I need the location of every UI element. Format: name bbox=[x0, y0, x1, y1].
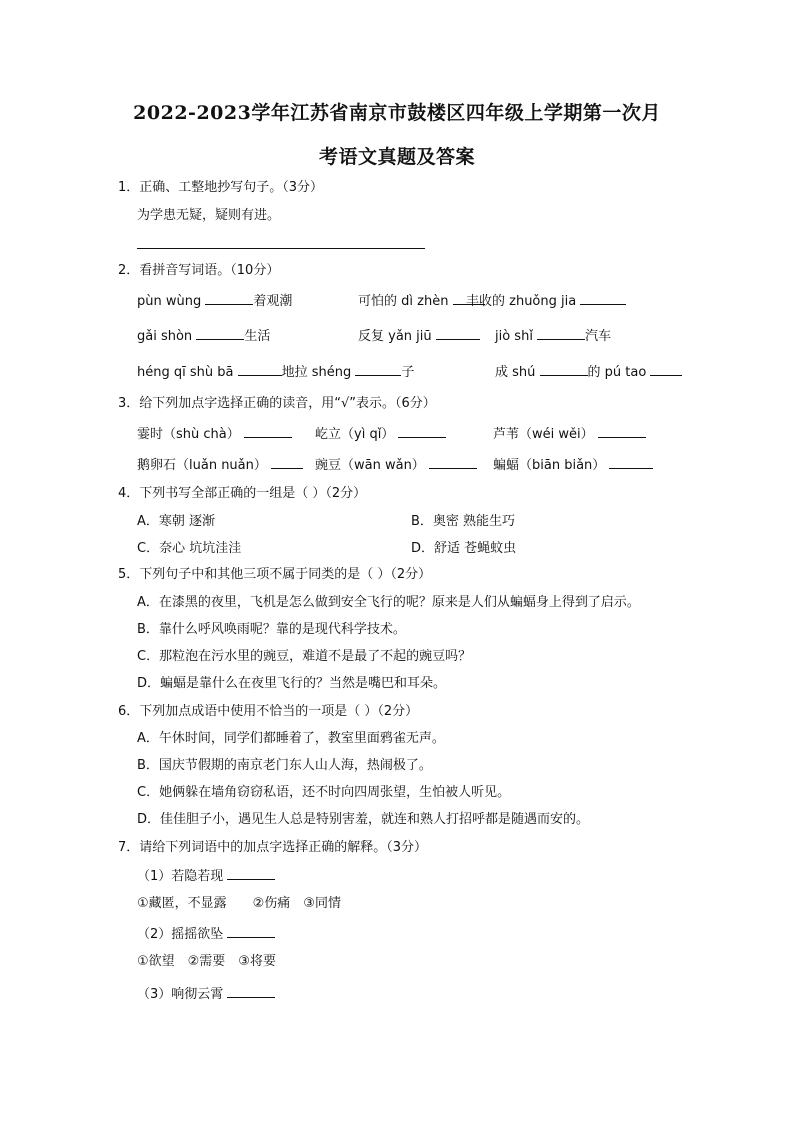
q7-options-1: ①藏匿，不显露 ②伤痛 ③同情 bbox=[137, 896, 341, 911]
q2-answer-blank[interactable] bbox=[355, 363, 401, 376]
q3-answer-blank[interactable] bbox=[609, 456, 653, 469]
q2-word: 生活 bbox=[244, 329, 271, 344]
q6-option-a[interactable]: A．午休时间，同学们都睡着了，教室里面鸦雀无声。 bbox=[137, 731, 445, 746]
q2-word: 子 bbox=[401, 365, 415, 380]
q7-answer-blank[interactable] bbox=[227, 867, 275, 880]
q2-pinyin: 反复 yǎn jiū bbox=[358, 329, 432, 344]
q2-item-4 bbox=[137, 327, 270, 345]
q4-stem: 4．下列书写全部正确的一组是（ ）（2分） bbox=[118, 486, 367, 501]
q1-stem: 1．正确、工整地抄写句子。（3分） bbox=[118, 180, 324, 195]
q2-pinyin: jiò shǐ bbox=[495, 329, 533, 344]
q2-item-5 bbox=[358, 327, 480, 345]
q4-option-d[interactable]: D．舒适 苍蝇蚊虫 bbox=[411, 541, 517, 556]
q2-word: 着观潮 bbox=[253, 294, 293, 309]
q3-item: 屹立（yì qǐ） bbox=[315, 425, 446, 443]
q7-sub-1: （1）若隐若现 bbox=[137, 867, 275, 885]
q2-item-3 bbox=[466, 292, 626, 310]
q3-answer-blank[interactable] bbox=[429, 456, 477, 469]
q3-item: 芦苇（wéi wěi） bbox=[493, 425, 646, 443]
q3-answer-blank[interactable] bbox=[598, 425, 646, 438]
q3-answer-blank[interactable] bbox=[398, 425, 446, 438]
q5-option-b[interactable]: B．靠什么呼风唤雨呢？靠的是现代科学技术。 bbox=[137, 622, 406, 637]
q2-answer-blank[interactable] bbox=[196, 327, 244, 340]
q7-options-2: ①欲望 ②需要 ③将要 bbox=[137, 954, 276, 969]
q6-option-b[interactable]: B．国庆节假期的南京老门东人山人海，热闹极了。 bbox=[137, 758, 432, 773]
q3-item: 鹅卵石（luǎn nuǎn） bbox=[137, 456, 303, 474]
q6-stem: 6．下列加点成语中使用不恰当的一项是（ ）（2分） bbox=[118, 704, 419, 719]
q2-answer-blank[interactable] bbox=[537, 327, 585, 340]
q2-pinyin: 丰收的 zhuǒng jia bbox=[466, 294, 577, 309]
q5-stem: 5．下列句子中和其他三项不属于同类的是（ ）（2分） bbox=[118, 567, 432, 582]
q5-option-c[interactable]: C．那粒泡在污水里的豌豆，难道不是最了不起的豌豆吗？ bbox=[137, 649, 472, 664]
q2-answer-blank[interactable] bbox=[650, 363, 682, 376]
q5-option-a[interactable]: A．在漆黑的夜里，飞机是怎么做到安全飞行的呢？原来是人们从蝙蝠身上得到了启示。 bbox=[137, 595, 640, 610]
q3-item: 霎时（shù chà） bbox=[137, 425, 292, 443]
q2-stem: 2．看拼音写词语。（10分） bbox=[118, 263, 280, 278]
q3-answer-blank[interactable] bbox=[244, 425, 292, 438]
q3-stem: 3．给下列加点字选择正确的读音，用“√”表示。（6分） bbox=[118, 396, 436, 411]
q2-answer-blank[interactable] bbox=[580, 292, 626, 305]
q3-answer-blank[interactable] bbox=[271, 456, 303, 469]
q2-word: 汽车 bbox=[585, 329, 612, 344]
q7-stem: 7．请给下列词语中的加点字选择正确的解释。（3分） bbox=[118, 840, 428, 855]
q2-pinyin: pùn wùng bbox=[137, 294, 202, 309]
q6-option-d[interactable]: D．佳佳胆子小，遇见生人总是特别害羞，就连和熟人打招呼都是随遇而安的。 bbox=[137, 812, 590, 827]
q2-pinyin: héng qī shù bā bbox=[137, 365, 234, 380]
q1-answer-line[interactable] bbox=[137, 248, 425, 249]
q2-pinyin: gǎi shòn bbox=[137, 329, 193, 344]
q2-answer-blank[interactable] bbox=[540, 363, 588, 376]
q2-answer-blank[interactable] bbox=[205, 292, 253, 305]
q1-sentence: 为学患无疑，疑则有进。 bbox=[137, 208, 281, 223]
q2-item-6 bbox=[495, 327, 611, 345]
q2-word: 地拉 shéng bbox=[281, 365, 352, 380]
q7-answer-blank[interactable] bbox=[227, 985, 275, 998]
q3-item: 蝙蝠（biān biǎn） bbox=[493, 456, 653, 474]
document-title-line-2: 考语文真题及答案 bbox=[318, 146, 475, 168]
document-title-line-1: 2022-2023学年江苏省南京市鼓楼区四年级上学期第一次月 bbox=[133, 102, 661, 124]
q2-item-8 bbox=[495, 363, 682, 381]
q4-option-a[interactable]: A．寒朝 逐渐 bbox=[137, 514, 216, 529]
q2-answer-blank[interactable] bbox=[436, 327, 480, 340]
q2-pinyin: 成 shú bbox=[495, 365, 536, 380]
q4-option-b[interactable]: B．奥密 熟能生巧 bbox=[411, 514, 516, 529]
q4-option-c[interactable]: C．奈心 坑坑洼洼 bbox=[137, 541, 242, 556]
q2-answer-blank[interactable] bbox=[238, 363, 282, 376]
q2-pinyin: 可怕的 dì zhèn bbox=[358, 294, 449, 309]
q3-item: 豌豆（wān wǎn） bbox=[315, 456, 477, 474]
q2-word: 的 pú tao bbox=[587, 365, 647, 380]
q5-option-d[interactable]: D．蝙蝠是靠什么在夜里飞行的？当然是嘴巴和耳朵。 bbox=[137, 676, 447, 691]
q7-sub-2: （2）摇摇欲坠 bbox=[137, 925, 275, 943]
q6-option-c[interactable]: C．她俩躲在墙角窃窃私语，还不时向四周张望，生怕被人听见。 bbox=[137, 785, 511, 800]
q7-answer-blank[interactable] bbox=[227, 925, 275, 938]
q2-item-7 bbox=[137, 363, 414, 381]
q2-item-1 bbox=[137, 292, 292, 310]
q7-sub-3: （3）响彻云霄 bbox=[137, 985, 275, 1003]
